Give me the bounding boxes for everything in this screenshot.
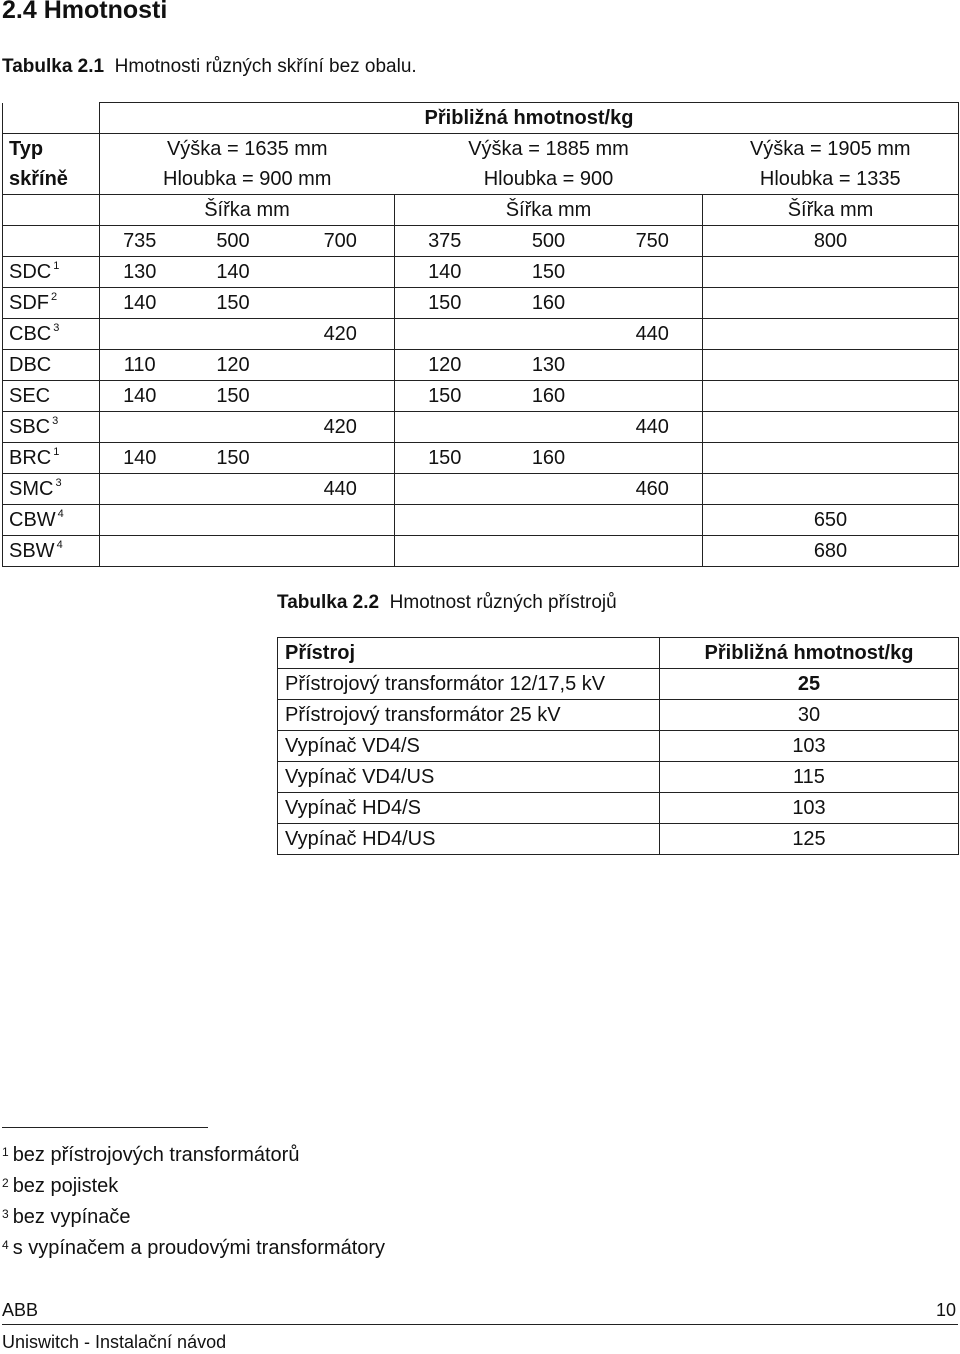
weight-cell: 140: [180, 257, 287, 288]
table1-caption-text: Hmotnosti různých skříní bez obalu.: [114, 56, 417, 77]
table-row: [278, 762, 959, 793]
width-value: 500: [495, 226, 603, 257]
cabinet-type-name: SBC: [9, 416, 51, 438]
footer-divider: [2, 1324, 958, 1325]
weight-cell: [395, 505, 495, 536]
weight-cell: [180, 412, 287, 443]
device-weight: 115: [660, 762, 959, 793]
width-value: 375: [395, 226, 495, 257]
cabinet-type-name: SDF: [9, 292, 49, 314]
device-name: Vypínač HD4/US: [278, 824, 660, 855]
weight-cell: 420: [287, 319, 395, 350]
weight-cell: [180, 536, 287, 567]
footer-company: ABB: [2, 1300, 39, 1320]
weight-cell: 150: [495, 257, 603, 288]
weight-cell: [495, 319, 603, 350]
weight-cell: [703, 257, 959, 288]
weight-cell: [287, 443, 395, 474]
table-row: [3, 443, 959, 474]
table2-body: [278, 669, 959, 855]
device-name: Přístrojový transformátor 25 kV: [278, 700, 660, 731]
weight-cell: [100, 319, 180, 350]
section-heading: 2.4 Hmotnosti: [2, 0, 168, 24]
weight-cell: 140: [100, 288, 180, 319]
weight-cell: 150: [395, 381, 495, 412]
weight-cell: [287, 381, 395, 412]
group-3-depth: Hloubka = 1335: [703, 164, 959, 195]
table1-caption-label: Tabulka 2.1: [2, 56, 105, 77]
footnote-ref: 3: [53, 322, 60, 334]
weight-cell: 440: [603, 412, 703, 443]
table-row: [3, 536, 959, 567]
table-row: [278, 793, 959, 824]
footnote-number: 4: [2, 1238, 9, 1252]
footnote: [2, 1175, 118, 1198]
footnote-ref: 3: [55, 477, 62, 489]
table1-header-row-width: [3, 195, 959, 226]
group-2-depth: Hloubka = 900: [395, 164, 703, 195]
type-header-label-1: Typ: [3, 134, 100, 165]
weight-cell: [180, 505, 287, 536]
device-name: Vypínač VD4/US: [278, 762, 660, 793]
footnote-number: 3: [2, 1207, 9, 1221]
group-2-width: Šířka mm: [395, 195, 703, 226]
footnote-number: 2: [2, 1176, 9, 1190]
weight-cell: 140: [395, 257, 495, 288]
footnote-number: 1: [2, 1145, 9, 1159]
weight-cell: 420: [287, 412, 395, 443]
weight-cell: [287, 536, 395, 567]
weight-cell: [703, 288, 959, 319]
weight-cell: [703, 319, 959, 350]
table1-header-row-main: [3, 103, 959, 134]
weight-cell: 460: [603, 474, 703, 505]
weight-cell: [395, 474, 495, 505]
cabinet-type-name: SEC: [9, 385, 51, 407]
table1-caption: [2, 56, 417, 78]
weight-cell: [180, 474, 287, 505]
weight-cell: 150: [395, 288, 495, 319]
table-row: [278, 669, 959, 700]
footnote-ref: 1: [53, 260, 60, 272]
table-row: [278, 824, 959, 855]
weight-cell: [703, 474, 959, 505]
weight-cell: [603, 505, 703, 536]
weight-cell: 650: [703, 505, 959, 536]
approx-weight-header: Přibližná hmotnost/kg: [100, 103, 959, 134]
device-weights-table: [277, 637, 959, 855]
table-row: [3, 319, 959, 350]
footnote-text: s vypínačem a proudovými transformátory: [12, 1237, 386, 1259]
cabinet-type-label: [3, 257, 100, 288]
weight-cell: [100, 474, 180, 505]
weight-cell: [180, 319, 287, 350]
cabinet-type-name: CBC: [9, 323, 52, 345]
weight-cell: [395, 536, 495, 567]
device-weight: 25: [660, 669, 959, 700]
weight-cell: [287, 350, 395, 381]
group-2-height: Výška = 1885 mm: [395, 134, 703, 165]
footnote-ref: 4: [56, 539, 63, 551]
page-number: 10: [935, 1300, 956, 1320]
weight-cell: [287, 505, 395, 536]
weight-cell: [100, 536, 180, 567]
weight-header: Přibližná hmotnost/kg: [660, 638, 959, 669]
weight-cell: 130: [495, 350, 603, 381]
weight-cell: [603, 257, 703, 288]
weight-cell: [100, 505, 180, 536]
weight-cell: [495, 474, 603, 505]
weight-cell: [100, 412, 180, 443]
type-header-blank: [3, 103, 100, 134]
weight-cell: 120: [395, 350, 495, 381]
weight-cell: [603, 536, 703, 567]
footnote-text: bez přístrojových transformátorů: [12, 1144, 300, 1166]
weight-cell: 440: [603, 319, 703, 350]
device-weight: 30: [660, 700, 959, 731]
weight-cell: 160: [495, 288, 603, 319]
cabinet-type-label: [3, 288, 100, 319]
table-row: [278, 731, 959, 762]
weight-cell: [495, 536, 603, 567]
footer-document-title: Uniswitch - Instalační návod: [2, 1332, 227, 1352]
device-header: Přístroj: [278, 638, 660, 669]
width-value: 700: [287, 226, 395, 257]
cabinet-type-name: DBC: [9, 354, 52, 376]
device-name: Vypínač HD4/S: [278, 793, 660, 824]
weight-cell: 150: [180, 381, 287, 412]
weight-cell: [703, 412, 959, 443]
weight-cell: [287, 288, 395, 319]
table-row: [3, 257, 959, 288]
footnote-divider: [2, 1127, 208, 1128]
weight-cell: 130: [100, 257, 180, 288]
group-1-height: Výška = 1635 mm: [100, 134, 395, 165]
cabinet-weights-table: [2, 102, 959, 567]
weight-cell: [287, 257, 395, 288]
device-weight: 103: [660, 731, 959, 762]
cabinet-type-name: BRC: [9, 447, 52, 469]
table-row: [3, 381, 959, 412]
cabinet-type-name: SMC: [9, 478, 54, 500]
cabinet-type-label: [3, 443, 100, 474]
table1-header-row-depth: [3, 164, 959, 195]
footnote: [2, 1237, 385, 1260]
type-header-blank-3: [3, 226, 100, 257]
footnote-ref: 3: [52, 415, 59, 427]
cabinet-type-label: [3, 381, 100, 412]
table-row: [3, 288, 959, 319]
cabinet-type-name: CBW: [9, 509, 56, 531]
weight-cell: 150: [180, 288, 287, 319]
weight-cell: [703, 443, 959, 474]
table2-caption: [277, 592, 617, 614]
type-header-blank-2: [3, 195, 100, 226]
device-weight: 103: [660, 793, 959, 824]
cabinet-type-label: [3, 505, 100, 536]
weight-cell: 160: [495, 443, 603, 474]
table-row: [3, 474, 959, 505]
type-header-label-2: skříně: [3, 164, 100, 195]
cabinet-type-label: [3, 319, 100, 350]
group-3-width: Šířka mm: [703, 195, 959, 226]
footnote-text: bez pojistek: [12, 1175, 119, 1197]
cabinet-type-label: [3, 350, 100, 381]
weight-cell: 680: [703, 536, 959, 567]
weight-cell: [603, 350, 703, 381]
width-value: 750: [603, 226, 703, 257]
footnote-ref: 1: [53, 446, 60, 458]
cabinet-type-label: [3, 536, 100, 567]
weight-cell: [603, 443, 703, 474]
group-1-width: Šířka mm: [100, 195, 395, 226]
weight-cell: [495, 505, 603, 536]
device-name: Přístrojový transformátor 12/17,5 kV: [278, 669, 660, 700]
weight-cell: [395, 412, 495, 443]
weight-cell: 160: [495, 381, 603, 412]
cabinet-type-name: SDC: [9, 261, 52, 283]
table-row: [3, 412, 959, 443]
device-name: Vypínač VD4/S: [278, 731, 660, 762]
weight-cell: 150: [395, 443, 495, 474]
footnote: [2, 1144, 299, 1167]
weight-cell: [703, 381, 959, 412]
weight-cell: [603, 288, 703, 319]
table1-header-row-height: [3, 134, 959, 165]
table-row: [3, 505, 959, 536]
weight-cell: [495, 412, 603, 443]
table1-width-values-row: [3, 226, 959, 257]
footnote: [2, 1206, 131, 1229]
cabinet-type-label: [3, 474, 100, 505]
weight-cell: 120: [180, 350, 287, 381]
width-value: 500: [180, 226, 287, 257]
group-3-height: Výška = 1905 mm: [703, 134, 959, 165]
footnote-ref: 4: [57, 508, 64, 520]
weight-cell: 150: [180, 443, 287, 474]
table2-header-row: [278, 638, 959, 669]
group-1-depth: Hloubka = 900 mm: [100, 164, 395, 195]
weight-cell: [603, 381, 703, 412]
table1-body: [3, 257, 959, 567]
weight-cell: 140: [100, 443, 180, 474]
footnote-text: bez vypínače: [12, 1206, 131, 1228]
footnote-ref: 2: [51, 291, 58, 303]
weight-cell: 140: [100, 381, 180, 412]
width-value: 735: [100, 226, 180, 257]
device-weight: 125: [660, 824, 959, 855]
cabinet-type-name: SBW: [9, 540, 55, 562]
table-row: [3, 350, 959, 381]
table2-caption-label: Tabulka 2.2: [277, 592, 380, 613]
cabinet-type-label: [3, 412, 100, 443]
weight-cell: [395, 319, 495, 350]
weight-cell: 440: [287, 474, 395, 505]
table-row: [278, 700, 959, 731]
weight-cell: [703, 350, 959, 381]
width-value: 800: [703, 226, 959, 257]
weight-cell: 110: [100, 350, 180, 381]
table2-caption-text: Hmotnost různých přístrojů: [389, 592, 617, 613]
